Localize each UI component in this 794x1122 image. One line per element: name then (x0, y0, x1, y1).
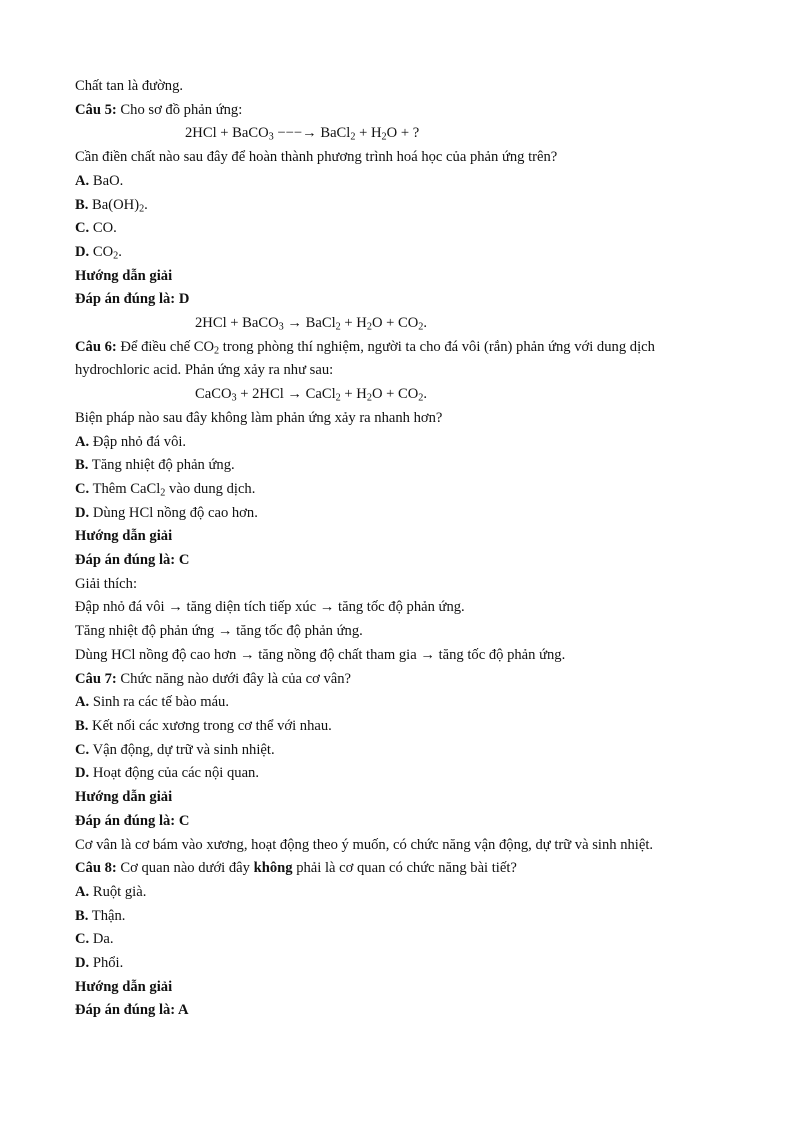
option-label: A. (75, 883, 90, 900)
answer-option (75, 502, 725, 526)
option-text: Kết nối các xương trong cơ thể với nhau. (88, 717, 332, 734)
option-label: C. (75, 480, 90, 497)
answer-option (75, 170, 725, 194)
option-text: Da. (89, 931, 114, 948)
question-text: Chức năng nào dưới đây là của cơ vân? (116, 670, 352, 687)
paragraph-line: Cơ vân là cơ bám vào xương, hoạt động theo ý muốn, có chức năng vận động, dự trữ và sinh nhiệt. (75, 836, 654, 853)
paragraph-line: Tăng nhiệt độ phản ứng → tăng tốc độ phản ứng. (75, 623, 363, 640)
answer-option (75, 478, 725, 502)
answer-option (75, 905, 725, 929)
equation: CaCO$_3$ + 2HCl → CaCl$_2$ + $H_2O + CO_2$. (195, 386, 428, 404)
answer-line (75, 288, 725, 312)
equation: 2HCl + BaCO$_3$ −−−→ BaCl$_2$ + $H_2O$ + ? (185, 125, 420, 143)
option-text: Dùng HCl nồng độ cao hơn. (89, 504, 258, 521)
option-text: Thêm CaCl$_2$ vào dung dịch. (89, 480, 256, 499)
option-text: $Ba(OH)_2$. (88, 196, 148, 215)
answer-line (75, 549, 725, 573)
question-stem (75, 99, 725, 123)
option-label: C. (75, 931, 90, 948)
answer-option (75, 739, 725, 763)
option-label: B. (75, 907, 89, 924)
solution-heading (75, 525, 725, 549)
option-label: A. (75, 694, 90, 711)
option-text: Tăng nhiệt độ phản ứng. (88, 457, 235, 474)
option-label: B. (75, 196, 89, 213)
answer-option (75, 715, 725, 739)
answer-option (75, 928, 725, 952)
option-label: D. (75, 765, 90, 782)
question-label: Câu 5: (75, 101, 117, 118)
question-stem (75, 857, 725, 881)
heading-text: Đáp án đúng là: C (75, 812, 190, 829)
answer-option (75, 762, 725, 786)
question-text: Cơ quan nào dưới đây không phải là cơ quan có chức năng bài tiết? (116, 860, 517, 877)
answer-option (75, 241, 725, 265)
heading-text: Đáp án đúng là: A (75, 1002, 189, 1019)
paragraph-line: Chất tan là đường. (75, 78, 184, 94)
heading-text: Hướng dẫn giải (75, 789, 173, 806)
option-text: BaO. (89, 172, 124, 189)
answer-line (75, 810, 725, 834)
option-label: C. (75, 741, 90, 758)
answer-option (75, 217, 725, 241)
option-text: Thận. (88, 907, 126, 924)
answer-option (75, 454, 725, 478)
answer-option (75, 881, 725, 905)
heading-text: Đáp án đúng là: C (75, 552, 190, 569)
solution-heading (75, 976, 725, 1000)
option-text: $CO_2$. (89, 243, 122, 262)
answer-option (75, 691, 725, 715)
paragraph-line: Cần điền chất nào sau đây để hoàn thành phương trình hoá học của phản ứng trên? (75, 149, 558, 166)
question-label: Câu 7: (75, 670, 117, 687)
option-text: CO. (89, 220, 117, 237)
question-stem (75, 336, 725, 360)
paragraph-line: Giải thích: (75, 575, 138, 592)
option-label: A. (75, 172, 90, 189)
option-text: Ruột già. (89, 883, 147, 900)
heading-text: Hướng dẫn giải (75, 267, 173, 284)
option-text: Đập nhỏ đá vôi. (89, 433, 187, 450)
question-label: Câu 8: (75, 860, 117, 877)
option-label: D. (75, 504, 90, 521)
answer-line (75, 999, 725, 1023)
paragraph-line: hydrochloric acid. Phản ứng xảy ra như sau: (75, 362, 334, 379)
paragraph-line: Dùng HCl nồng độ cao hơn → tăng nồng độ chất tham gia → tăng tốc độ phản ứng. (75, 646, 566, 663)
option-label: A. (75, 433, 90, 450)
heading-text: Hướng dẫn giải (75, 978, 173, 995)
option-text: Phổi. (89, 955, 124, 972)
heading-text: Đáp án đúng là: D (75, 291, 190, 308)
question-text: Để điều chế $CO_2$ trong phòng thí nghiệm, người ta cho đá vôi (rắn) phản ứng với dung dịch (116, 338, 655, 357)
solution-heading (75, 265, 725, 289)
option-text: Sinh ra các tế bào máu. (89, 694, 230, 711)
option-text: Vận động, dự trữ và sinh nhiệt. (89, 741, 275, 758)
question-label: Câu 6: (75, 338, 117, 355)
answer-option (75, 194, 725, 218)
question-text: Cho sơ đồ phản ứng: (116, 101, 243, 118)
paragraph-line: Đập nhỏ đá vôi → tăng diện tích tiếp xúc → tăng tốc độ phản ứng. (75, 599, 465, 616)
option-label: B. (75, 717, 89, 734)
solution-heading (75, 786, 725, 810)
option-label: B. (75, 457, 89, 474)
equation: 2HCl + BaCO$_3$ → BaCl$_2$ + $H_2O + CO_2$. (195, 315, 428, 333)
option-label: D. (75, 243, 90, 260)
document-page (75, 75, 725, 1023)
option-label: C. (75, 220, 90, 237)
question-stem (75, 668, 725, 692)
paragraph-line: Biện pháp nào sau đây không làm phản ứng xảy ra nhanh hơn? (75, 409, 443, 426)
answer-option (75, 431, 725, 455)
answer-option (75, 952, 725, 976)
option-text: Hoạt động của các nội quan. (89, 765, 259, 782)
heading-text: Hướng dẫn giải (75, 528, 173, 545)
option-label: D. (75, 955, 90, 972)
